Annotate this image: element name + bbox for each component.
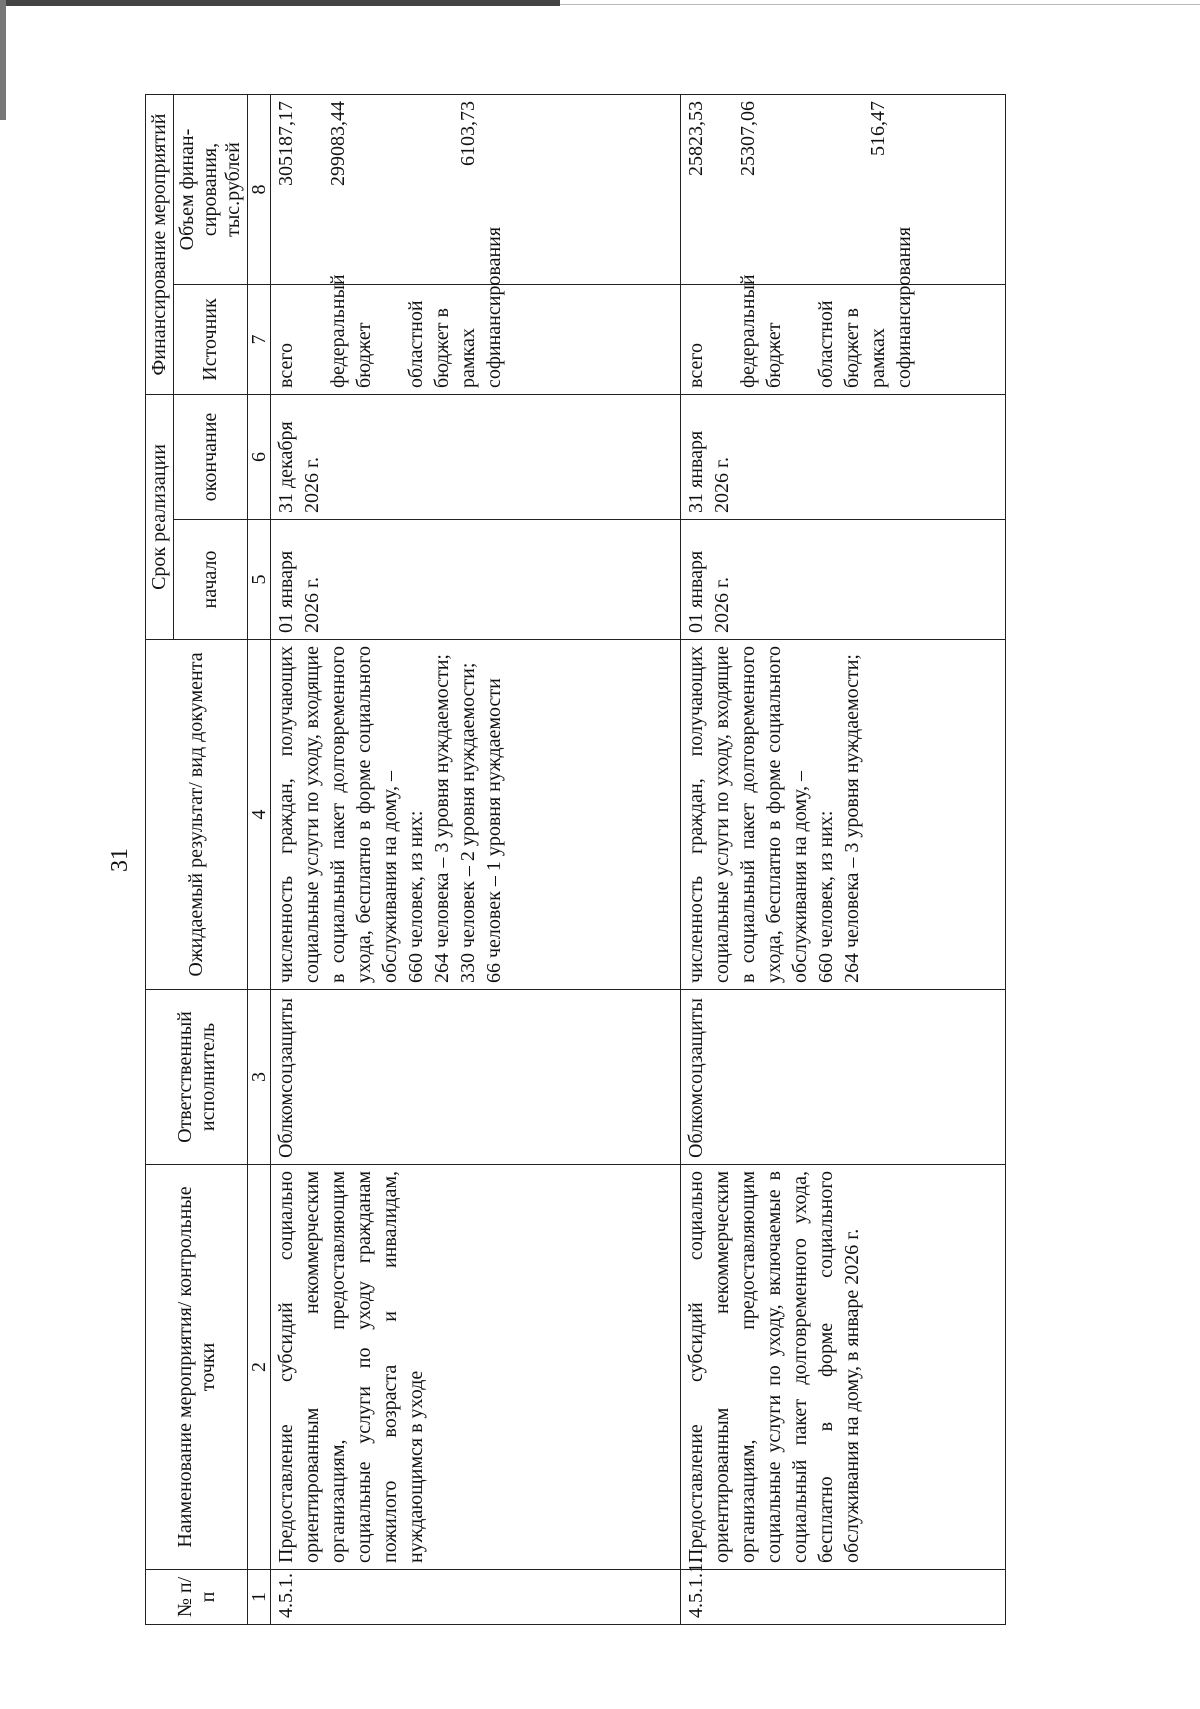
amount-value: 299083,44 — [327, 101, 349, 186]
result-line: 330 человек – 2 уровня нуждаемости; — [457, 662, 479, 983]
financing-amounts — [681, 95, 1006, 285]
scan-left-edge — [0, 0, 6, 120]
header-num: № п/п — [146, 1570, 248, 1625]
column-number: 1 — [248, 1570, 271, 1625]
expected-result — [271, 640, 681, 990]
result-line: 264 человека – 3 уровня нуждаемости; — [841, 654, 863, 983]
activity-name: Предоставление субсидий социально ориентированным некоммерческим организациям, предоставляющим социальные услуги по уходу, включаемые в социальный пакет долговременного ухода, бесплатно в форме социального обслуживания на дому, в январе 2026 г. — [681, 1165, 1006, 1570]
amount-value: 25307,06 — [737, 101, 759, 176]
financing-sources — [271, 226, 681, 395]
activity-name: Предоставление субсидий социально ориентированным некоммерческим организациям, предоставляющим социальные услуги по уходу гражданам пожилого возраста и инвалидам, нуждающимся в уходе — [271, 1165, 681, 1570]
header-period: Срок реализации — [146, 395, 174, 640]
header-source: Источник — [174, 285, 248, 395]
rotated-table-container — [145, 95, 1200, 1625]
end-date: 31 декабря 2026 г. — [271, 395, 681, 520]
financing-amounts — [271, 95, 681, 285]
column-number-row — [248, 95, 271, 1625]
column-number: 3 — [248, 990, 271, 1165]
column-number: 6 — [248, 395, 271, 520]
row-number: 4.5.1. — [271, 1570, 681, 1625]
source-label: федеральный бюджет — [737, 274, 785, 388]
financing-sources — [681, 226, 1006, 395]
source-label: областной бюджет в рамках софинансирования — [815, 226, 915, 388]
header-result: Ожидаемый результат/ вид документа — [146, 640, 248, 990]
scan-top-line — [560, 4, 1200, 5]
start-date: 01 января 2026 г. — [271, 520, 681, 640]
source-label: всего — [275, 342, 297, 388]
table-row — [681, 95, 1006, 1625]
table-row — [271, 95, 681, 1625]
header-end: окончание — [174, 395, 248, 520]
result-line: 66 человек – 1 уровня нуждаемости — [483, 678, 505, 983]
amount-value: 25823,53 — [685, 101, 707, 176]
start-date: 01 января 2026 г. — [681, 520, 1006, 640]
result-line: 660 человек, из них: — [405, 810, 427, 983]
source-label: федеральный бюджет — [327, 274, 375, 388]
header-executor: Ответственный исполнитель — [146, 990, 248, 1165]
responsible-executor: Облкомсоцзащиты — [271, 990, 681, 1165]
source-label: областной бюджет в рамках софинансирования — [405, 226, 505, 388]
header-start: начало — [174, 520, 248, 640]
expected-result — [681, 640, 1006, 990]
result-description: численность граждан, получающих социальные услуги по уходу, входящие в социальный пакет долговременного ухода, бесплатно в форме социального обслуживания на дому, – — [275, 646, 401, 983]
column-number: 5 — [248, 520, 271, 640]
column-number: 4 — [248, 640, 271, 990]
header-row-1 — [146, 95, 174, 1625]
header-financing: Финансирование мероприятий — [146, 95, 174, 395]
scan-top-edge — [0, 0, 560, 6]
column-number: 8 — [248, 95, 271, 285]
responsible-executor: Облкомсоцзащиты — [681, 990, 1006, 1165]
end-date: 31 января 2026 г. — [681, 395, 1006, 520]
column-number: 2 — [248, 1165, 271, 1570]
page-number: 31 — [107, 848, 133, 872]
action-plan-table — [145, 94, 1006, 1625]
row-number: 4.5.1.1. — [681, 1570, 1006, 1625]
header-name: Наименование мероприятия/ контрольные точки — [146, 1165, 248, 1570]
result-description: численность граждан, получающих социальные услуги по уходу, входящие в социальный пакет долговременного ухода, бесплатно в форме социального обслуживания на дому, – — [685, 646, 811, 983]
amount-value: 516,47 — [867, 101, 889, 156]
amount-value: 305187,17 — [275, 101, 297, 186]
header-amount: Объем финан- сирования, тыс.рублей — [174, 95, 248, 285]
source-label: всего — [685, 342, 707, 388]
result-line: 660 человек, из них: — [815, 810, 837, 983]
amount-value: 6103,73 — [457, 101, 479, 166]
result-line: 264 человека – 3 уровня нуждаемости; — [431, 654, 453, 983]
column-number: 7 — [248, 285, 271, 395]
